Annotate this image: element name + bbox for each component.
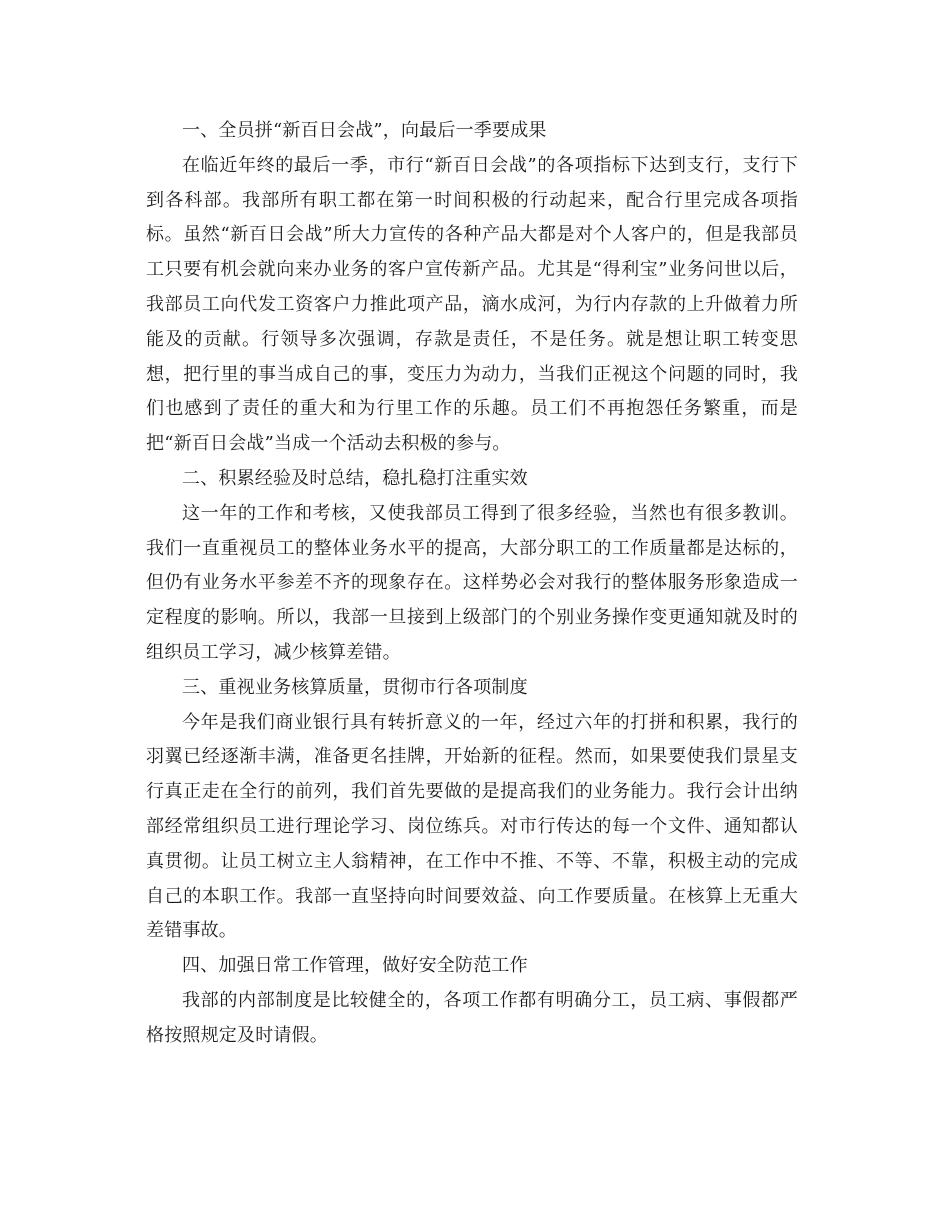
- section-paragraph-2: 这一年的工作和考核，又使我部员工得到了很多经验，当然也有很多教训。我们一直重视员工的整体业务水平的提高，大部分职工的工作质量都是达标的，但仍有业务水平参差不齐的现象存在。这样势必会对我行的整体服务形象造成一定程度的影响。所以，我部一旦接到上级部门的个别业务操作变更通知就及时的组织员工学习，减少核算差错。: [146, 502, 798, 663]
- section-heading-4: 四、加强日常工作管理，做好安全防范工作: [182, 955, 528, 977]
- section-paragraph-3: 今年是我们商业银行具有转折意义的一年，经过六年的打拼和积累，我行的羽翼已经逐渐丰满，准备更名挂牌，开始新的征程。然而，如果要使我们景星支行真正走在全行的前列，我们首先要做的是提高我们的业务能力。我行会计出纳部经常组织员工进行理论学习、岗位练兵。对市行传达的每一个文件、通知都认真贯彻。让员工树立主人翁精神，在工作中不推、不等、不靠，积极主动的完成自己的本职工作。我部一直坚持向时间要效益、向工作要质量。在核算上无重大差错事故。: [146, 711, 798, 942]
- section-paragraph-4: 我部的内部制度是比较健全的，各项工作都有明确分工，员工病、事假都严格按照规定及时请假。: [146, 989, 798, 1046]
- section-heading-2: 二、积累经验及时总结，稳扎稳打注重实效: [182, 467, 528, 489]
- section-heading-3: 三、重视业务核算质量，贯彻市行各项制度: [182, 676, 528, 698]
- section-heading-1: 一、全员拼“新百日会战”，向最后一季要成果: [182, 120, 547, 141]
- section-paragraph-1: 在临近年终的最后一季，市行“新百日会战”的各项指标下达到支行，支行下到各科部。我部所有职工都在第一时间积极的行动起来，配合行里完成各项指标。虽然“新百日会战”所大力宣传的各种产品大都是对个人客户的，但是我部员工只要有机会就向来办业务的客户宣传新产品。尤其是“得利宝”业务问世以后，我部员工向代发工资客户力推此项产品，滴水成河，为行内存款的上升做着力所能及的贡献。行领导多次强调，存款是责任，不是任务。就是想让职工转变思想，把行里的事当成自己的事，变压力为动力，当我们正视这个问题的同时，我们也感到了责任的重大和为行里工作的乐趣。员工们不再抱怨任务繁重，而是把“新百日会战”当成一个活动去积极的参与。: [146, 154, 798, 455]
- document-body: [146, 114, 798, 1054]
